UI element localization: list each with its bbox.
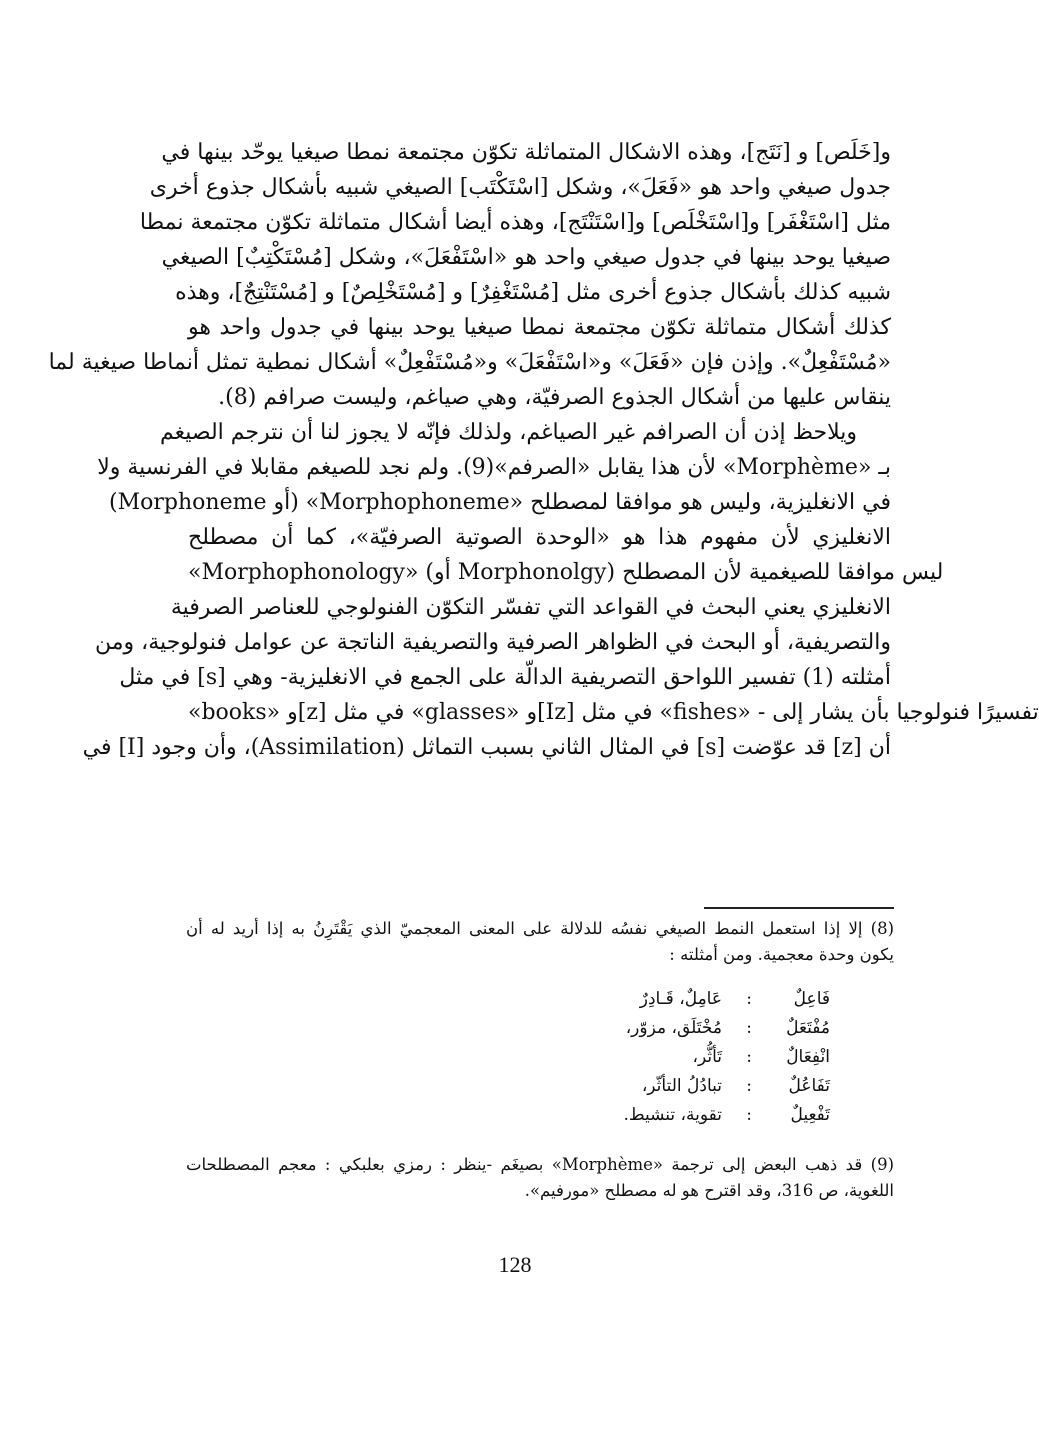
example-pattern: فَاعِلٌ [793,989,830,1009]
body-line: شبيه كذلك بأشكال جذوع أخرى مثل [مُسْتَغْفِرٌ] و [مُسْتَخْلِصٌ] و [مُسْتَنْتِجٌ]، وهذه [175,280,891,305]
footnote-divider [704,907,894,909]
body-line: والتصريفية، أو البحث في الظواهر الصرفية والتصريفية الناتجة عن عوامل فنولوجية، ومن [95,630,891,655]
body-line: مثل [اسْتَغْفَر] و[اسْتَخْلَص] و[اسْتَنْتَج]، وهذه أيضا أشكال متماثلة تكوّن مجتمعة نمطا [139,210,891,235]
body-line: جدول صيغي واحد هو «فَعَلَ»، وشكل [اسْتَكْتَب] الصيغي شبيه بأشكال جذوع أخرى [149,175,891,200]
body-line: كذلك أشكال متماثلة تكوّن مجتمعة نمطا صيغيا يوحد بينها في جدول واحد هو [188,315,891,340]
body-line: الانغليزي لأن مفهوم هذا هو «الوحدة الصوتية الصرفيّة»، كما أن مصطلح [188,525,891,550]
example-row [560,985,830,1014]
footnote-line: يكون وحدة معجمية. ومن أمثلته : [669,945,894,964]
example-pattern: مُفْتَعَلٌ [786,1018,830,1038]
body-line: و[خَلَص] و [نَتَج]، وهذه الاشكال المتماثلة تكوّن مجتمعة نمطا صيغيا يوحّد بينها في [161,140,891,165]
body-line: في الانغليزية، وليس هو موافقا لمصطلح «Morphophoneme» (أو Morphoneme) [109,490,891,515]
example-words: تبادُلُ التأثّر، [641,1076,722,1096]
body-line: صيغيا يوحد بينها في جدول صيغي واحد هو «اسْتَفْعَلَ»، وشكل [مُسْتَكْتِبٌ] الصيغي [161,245,891,270]
example-row [560,1072,830,1101]
example-words: تَأثُّر، [692,1047,722,1067]
example-colon: : [746,1076,752,1096]
body-line: «مُسْتَفْعِلٌ». وإذن فإن «فَعَلَ» و«اسْتَفْعَلَ» و«مُسْتَفْعِلٌ» أشكال نمطية تمثل أنماطا صيغية لما [48,350,891,375]
example-colon: : [746,1018,752,1038]
body-line: بـ «Morphème» لأن هذا يقابل «الصرفم»(9). ولم نجد للصيغم مقابلا في الفرنسية ولا [97,455,891,480]
example-words: عَامِلٌ، قَـادِرٌ [639,989,722,1009]
example-colon: : [746,1105,752,1125]
example-pattern: انْفِعَالٌ [786,1047,830,1067]
example-row [560,1101,830,1130]
body-line: الانغليزي يعني البحث في القواعد التي تفسّر التكوّن الفنولوجي للعناصر الصرفية [170,595,891,620]
body-line: ويلاحظ إذن أن الصرافم غير الصياغم، ولذلك فإنّه لا يجوز لنا أن نترجم الصيغم [159,420,857,445]
body-text [48,135,1039,765]
footnote-8 [186,916,894,968]
example-words: تقوية، تنشيط. [623,1105,722,1125]
body-line: أن [z] قد عوّضت [s] في المثال الثاني بسبب التماثل (Assimilation)، وأن وجود [I] في [82,735,891,760]
footnote-line: (9) قد ذهب البعض إلى ترجمة «Morphème» بصيغَم -ينظر : رمزي بعلبكي : معجم المصطلحات [186,1155,894,1174]
example-colon: : [746,1047,752,1067]
body-line: ينقاس عليها من أشكال الجذوع الصرفيّة، وهي صياغم، وليست صرافم (8). [218,385,891,410]
footnote-line: (8) إلا إذا استعمل النمط الصيغي نفسُه للدلالة على المعنى المعجميّ الذي يَقْتَرِنُ به إذا أريد له أن [186,919,894,938]
page-number: 128 [498,1252,532,1277]
example-row [560,1014,830,1043]
body-line: «books» و[z] في مثل «glasses» و[Iz] في مثل «fishes» - تفسيرًا فنولوجيا بأن يشار إلى [188,700,1039,725]
example-words: مُخْتَلَق، مزوّر، [625,1018,722,1038]
footnote-line: اللغوية، ص 316، وقد اقترح هو له مصطلح «مورفيم». [524,1181,894,1200]
example-colon: : [746,989,752,1009]
example-pattern: تَفْعِيلٌ [790,1105,830,1125]
example-row [560,1043,830,1072]
body-line: أمثلته (1) تفسير اللواحق التصريفية الدالّة على الجمع في الانغليزية- وهي [s] في مثل [119,665,891,690]
footnote-9 [186,1152,894,1204]
example-pattern: تَفَاعُلٌ [788,1076,830,1096]
body-line: «Morphophonology» (أو Morphonolgy) ليس موافقا للصيغمية لأن المصطلح [188,560,944,585]
footnote-examples [560,985,830,1130]
